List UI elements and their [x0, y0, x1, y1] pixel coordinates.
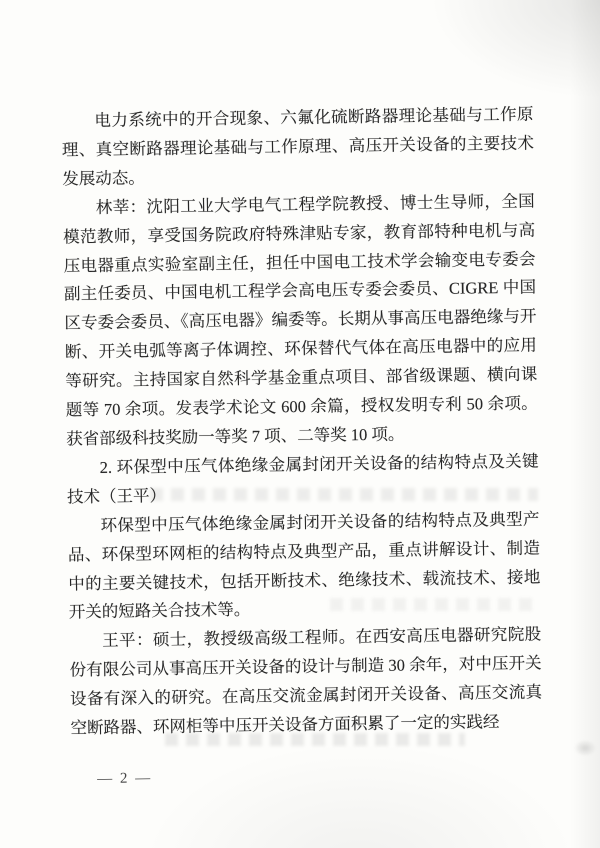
paragraph-lecturer-bio-wangping: 王平：硕士，教授级高级工程师。在西安高压电器研究院股份有限公司从事高压开关设备的设计与制造 30 余年，对中压开关设备有深入的研究。在高压交流金属封闭开关设备、高压交流真空断路器、环网柜等中压开关设备方面积累了一定的实践经	[69, 624, 543, 738]
paragraph-lecturer-bio-linxin: 林莘：沈阳工业大学电气工程学院教授、博士生导师，全国模范教师，享受国务院政府特殊津贴专家，教育部特种电机与高压电器重点实验室副主任，担任中国电工技术学会输变电专委会副主任委员、中国电机工程学会高电压专委会委员、CIGRE 中国区专委会委员、《高压电器》编委等。长期从事高压电器绝缘与开断、开关电弧等离子体调控、环保替代气体在高压电器中的应用等研究。主持国家自然科学基金重点项目、部省级课题、横向课题等 70 余项。发表学术论文 600 余篇，授权发明专利 50 余项。获省部级科技奖励一等奖 7 项、二等奖 10 项。	[63, 191, 538, 449]
paragraph-training-topics: 电力系统中的开合现象、六氟化硫断路器理论基础与工作原理、真空断路器理论基础与工作原理、高压开关设备的主要技术发展动态。	[61, 104, 534, 189]
paragraph-course-item-2-title: 2. 环保型中压气体绝缘金属封闭开关设备的结构特点及关键技术（王平）	[66, 451, 539, 507]
paragraph-course-item-2-description: 环保型中压气体绝缘金属封闭开关设备的结构特点及典型产品、环保型环网柜的结构特点及典型产品，重点讲解设计、制造中的主要关键技术，包括开断技术、绝缘技术、载流技术、接地开关的短路关合技术等。	[67, 509, 541, 622]
document-body	[61, 101, 542, 744]
page-number: — 2 —	[97, 770, 153, 788]
